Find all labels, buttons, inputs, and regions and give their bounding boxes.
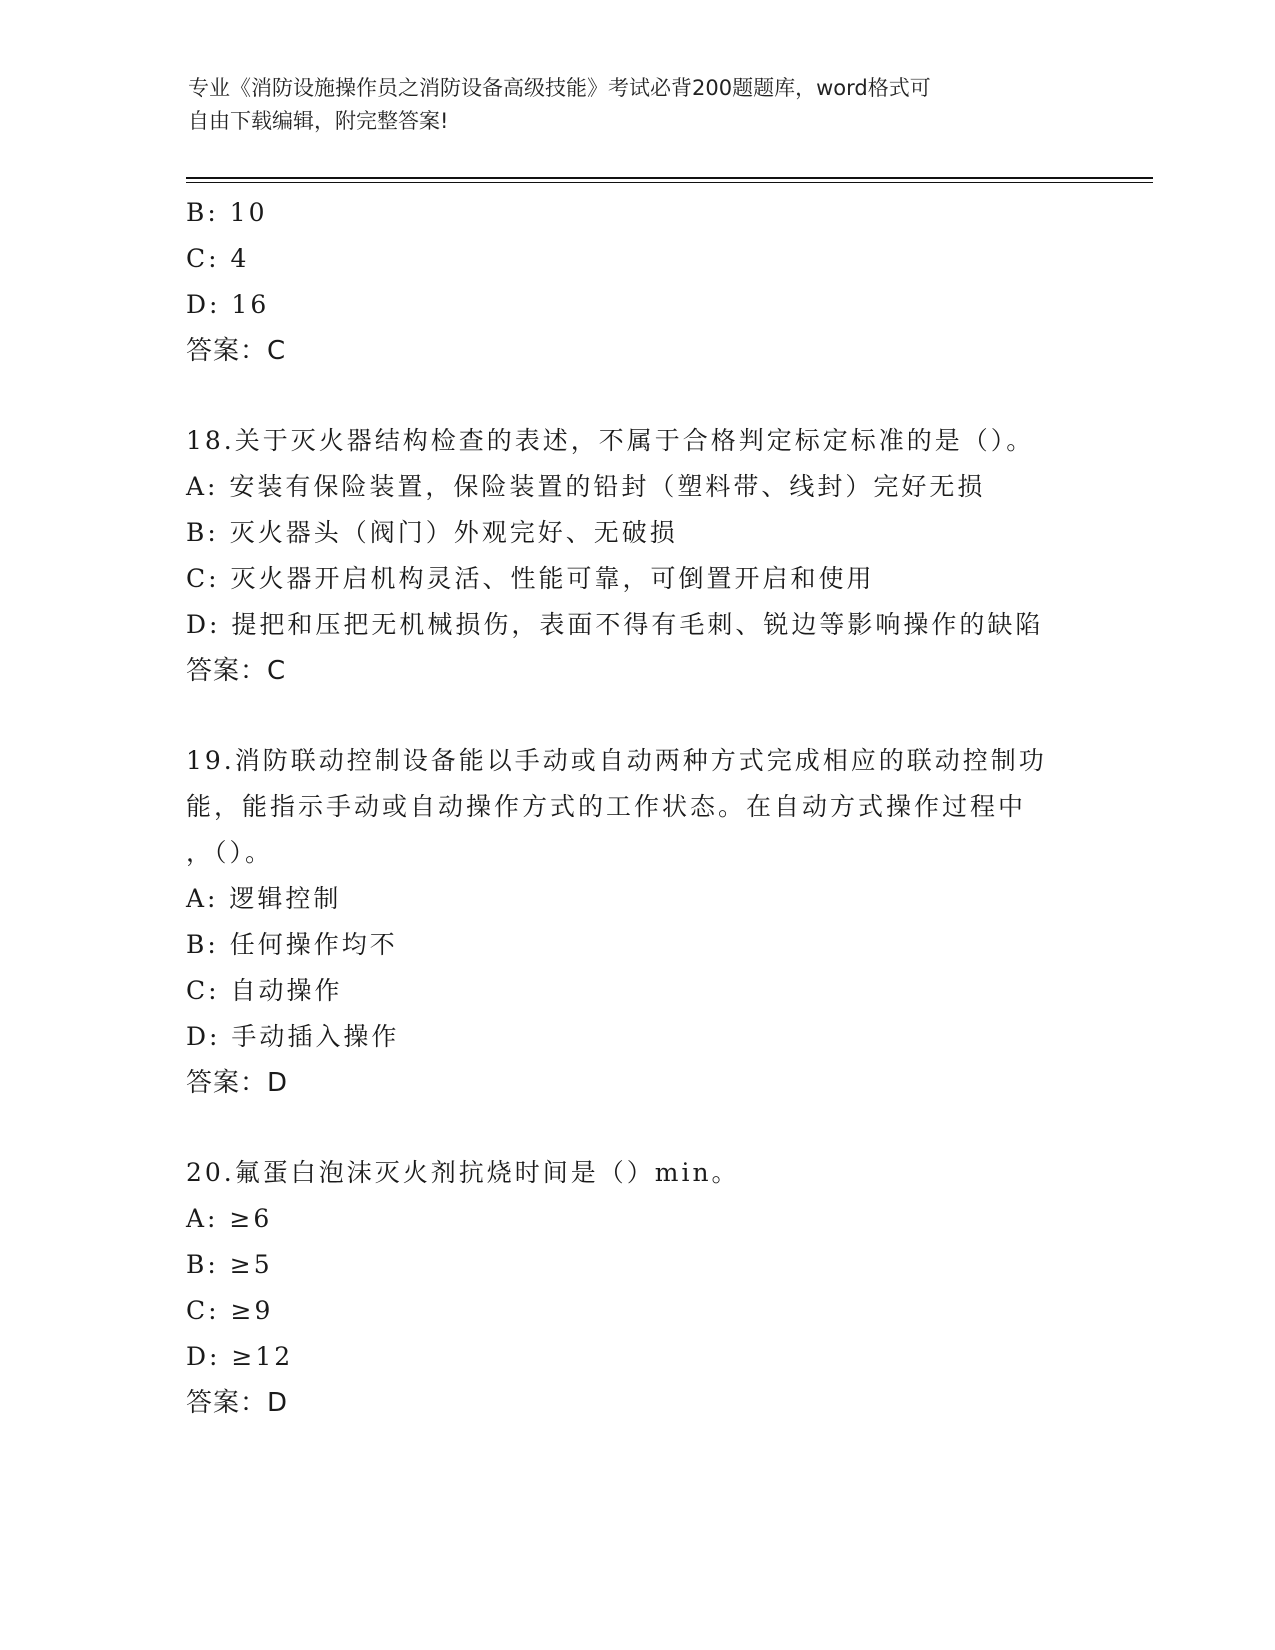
option-b: B: ≥5 <box>186 1250 273 1279</box>
question-17-tail <box>186 190 1086 374</box>
option-d: D: 手动插入操作 <box>186 1022 400 1051</box>
question-text-line-3: ，（）。 <box>186 838 274 867</box>
option-c: C: 自动操作 <box>186 976 343 1005</box>
question-list <box>186 190 1086 1426</box>
option-c: C: ≥9 <box>186 1296 274 1325</box>
question-text: 18.关于灭火器结构检查的表述，不属于合格判定标定标准的是（）。 <box>186 426 1035 455</box>
question-text: 20.氟蛋白泡沫灭火剂抗烧时间是（）min。 <box>186 1158 740 1187</box>
option-d: D: 提把和压把无机械损伤，表面不得有毛刺、锐边等影响操作的缺陷 <box>186 610 1044 639</box>
option-b: B: 任何操作均不 <box>186 930 398 959</box>
question-18 <box>186 418 1086 694</box>
option-c: C: 4 <box>186 244 250 273</box>
question-19 <box>186 738 1086 1106</box>
option-a: A: 安装有保险装置，保险装置的铅封（塑料带、线封）完好无损 <box>186 472 986 501</box>
option-b: B: 10 <box>186 198 268 227</box>
answer: 答案：D <box>186 1068 289 1098</box>
header-divider-thin <box>186 182 1153 183</box>
question-20 <box>186 1150 1086 1426</box>
question-text-line-1: 19.消防联动控制设备能以手动或自动两种方式完成相应的联动控制功 <box>186 746 1047 775</box>
document-header <box>188 72 1068 138</box>
option-a: A: ≥6 <box>186 1204 273 1233</box>
header-divider-thick <box>186 177 1153 179</box>
answer: 答案：D <box>186 1388 289 1418</box>
option-d: D: ≥12 <box>186 1342 294 1371</box>
option-c: C: 灭火器开启机构灵活、性能可靠，可倒置开启和使用 <box>186 564 875 593</box>
option-b: B: 灭火器头（阀门）外观完好、无破损 <box>186 518 678 547</box>
header-line-2: 自由下载编辑，附完整答案! <box>188 109 449 133</box>
header-line-1: 专业《消防设施操作员之消防设备高级技能》考试必背200题题库，word格式可 <box>188 76 931 100</box>
option-d: D: 16 <box>186 290 270 319</box>
answer: 答案：C <box>186 336 287 366</box>
option-a: A: 逻辑控制 <box>186 884 342 913</box>
answer: 答案：C <box>186 656 287 686</box>
question-text-line-2: 能，能指示手动或自动操作方式的工作状态。在自动方式操作过程中 <box>186 792 1027 821</box>
